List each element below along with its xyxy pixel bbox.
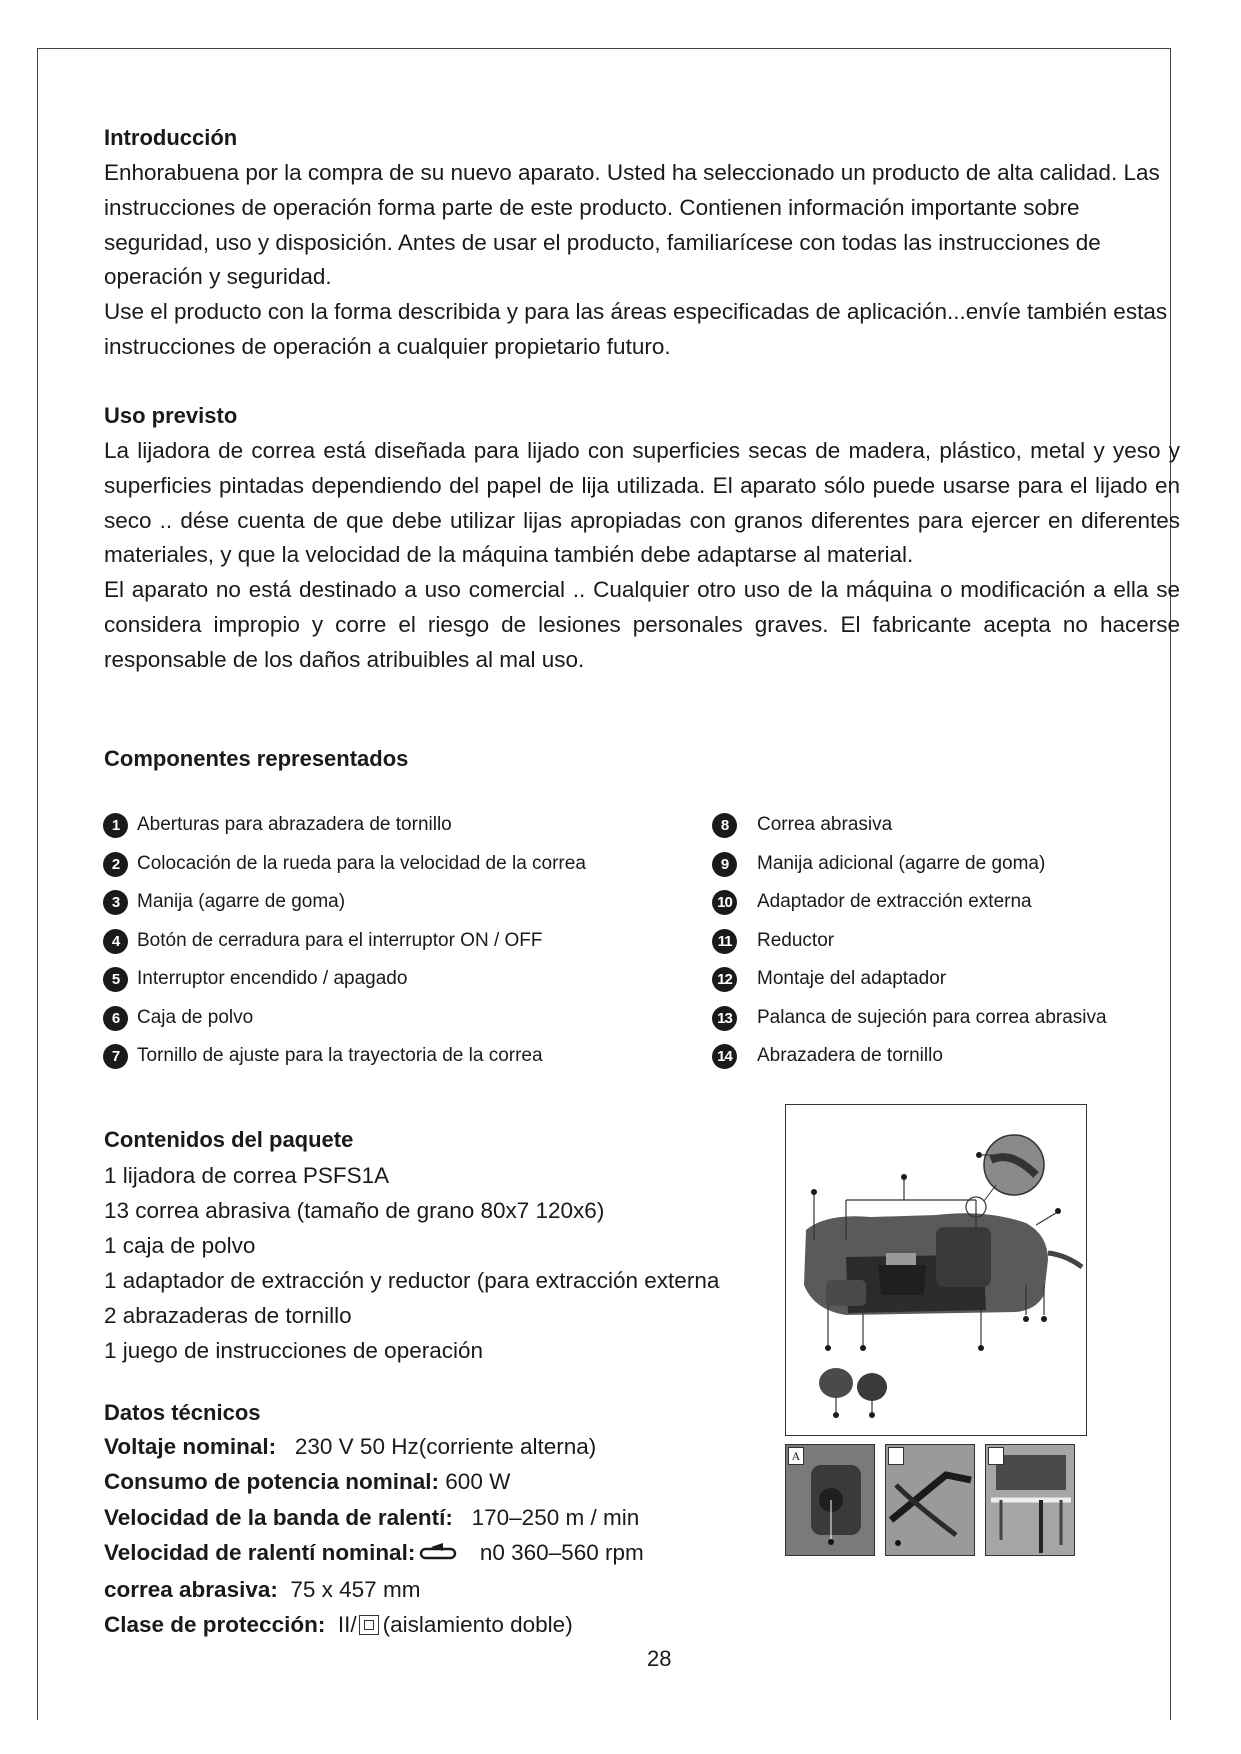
tech-list: [104, 1429, 644, 1643]
number-badge: 4: [103, 929, 128, 954]
tech-row-power: [104, 1464, 644, 1499]
tech-value-prefix: II/: [337, 1612, 357, 1638]
package-item: 13 correa abrasiva (tamaño de grano 80x7 120x6): [104, 1198, 605, 1223]
double-insulation-icon: [359, 1615, 379, 1635]
tech-title: Datos técnicos: [104, 1400, 261, 1425]
uso-title: Uso previsto: [104, 403, 238, 428]
uso-paragraph-1: La lijadora de correa está diseñada para lijado con superficies secas de madera, plástico, metal y yeso y superficies pintadas dependiendo del papel de lija utilizada. El aparato sólo puede usarse para el lijado en seco .. dése cuenta de que debe utilizar lijas apropiadas con granos diferentes para ejercer en diferentes materiales, y que la velocidad de la máquina también debe adaptarse al material.: [104, 438, 1180, 568]
component-label: Abrazadera de tornillo: [757, 1045, 943, 1066]
intro-paragraph-2: Use el producto con la forma describida y para las áreas especificadas de aplicación...envíe también estas instrucciones de operación a cualquier propietario futuro.: [104, 299, 1168, 359]
page-number: 28: [647, 1646, 672, 1671]
number-badge: 12: [712, 967, 737, 992]
component-label: Manija adicional (agarre de goma): [757, 852, 1046, 874]
page-frame-left: [37, 48, 38, 1720]
number-badge: 1: [103, 813, 128, 838]
page-frame-top: [37, 48, 1170, 49]
number-badge: 6: [103, 1006, 128, 1031]
component-label: Montaje del adaptador: [757, 968, 947, 989]
tech-value: (aislamiento doble): [382, 1612, 573, 1638]
package-item: 1 lijadora de correa PSFS1A: [104, 1163, 390, 1188]
tech-key: correa abrasiva:: [104, 1576, 278, 1602]
tech-value: 600 W: [445, 1469, 511, 1495]
component-label: Manija (agarre de goma): [137, 891, 346, 912]
belt-sander-figure: [785, 1104, 1087, 1436]
package-title: Contenidos del paquete: [104, 1127, 354, 1152]
tech-row-belt-speed: [104, 1500, 644, 1535]
package-item: 1 adaptador de extracción y reductor (para extracción externa: [104, 1268, 720, 1293]
tech-key: Consumo de potencia nominal:: [104, 1469, 440, 1495]
tech-key: Velocidad de ralentí nominal:: [104, 1540, 416, 1566]
package-item: 1 juego de instrucciones de operación: [104, 1338, 484, 1363]
number-badge: 13: [712, 1006, 737, 1031]
intro-body: [104, 156, 1180, 365]
component-label: Interruptor encendido / apagado: [137, 968, 408, 989]
package-item: 2 abrazaderas de tornillo: [104, 1303, 352, 1328]
tech-key: Voltaje nominal:: [104, 1434, 277, 1459]
number-badge: 9: [712, 852, 737, 877]
intro-title: Introducción: [104, 125, 238, 150]
component-label: Correa abrasiva: [757, 814, 893, 835]
tech-row-voltage: [104, 1429, 644, 1464]
uso-paragraph-2: El aparato no está destinado a uso comercial .. Cualquier otro uso de la máquina o modificación a ella se considera impropio y corre el riesgo de lesiones personales graves. El fabricante acepta no hacerse responsable de los daños atribuibles al mal uso.: [104, 577, 1180, 672]
tech-key: Clase de protección:: [104, 1612, 326, 1638]
figure-thumb-a: [785, 1444, 875, 1556]
intro-paragraph-1: Enhorabuena por la compra de su nuevo aparato. Usted ha seleccionado un producto de alta calidad. Las instrucciones de operación forma parte de este producto. Contienen información importante sobre seguridad, uso y disposición. Antes de usar el producto, familiarícese con todas las instrucciones de operación y seguridad.: [104, 160, 1160, 290]
tech-value: 230 V 50 Hz(corriente alterna): [294, 1434, 597, 1459]
tech-key: Velocidad de la banda de ralentí:: [104, 1504, 453, 1530]
tech-row-idle-speed: [104, 1535, 644, 1572]
component-label: Adaptador de extracción externa: [757, 891, 1032, 912]
number-badge: 11: [712, 929, 737, 954]
tech-value: 75 x 457 mm: [290, 1576, 421, 1602]
number-badge: 2: [103, 852, 128, 877]
uso-body: [104, 434, 1180, 678]
number-badge: 10: [712, 890, 737, 915]
number-badge: 14: [712, 1044, 737, 1069]
belt-rotation-icon: [417, 1537, 461, 1572]
component-label: Tornillo de ajuste para la trayectoria de la correa: [137, 1045, 543, 1066]
number-badge: 7: [103, 1044, 128, 1069]
component-label: Caja de polvo: [137, 1006, 254, 1028]
package-item: 1 caja de polvo: [104, 1233, 256, 1258]
component-label: Reductor: [757, 929, 835, 951]
package-list: [104, 1158, 719, 1368]
figure-thumb-checkbox: [888, 1447, 904, 1465]
number-badge: 8: [712, 813, 737, 838]
tech-value: n0 360–560 rpm: [479, 1540, 644, 1566]
figure-thumb-label: A: [788, 1447, 804, 1465]
figure-thumb-b: [885, 1444, 975, 1556]
component-label: Colocación de la rueda para la velocidad de la correa: [137, 852, 586, 874]
component-label: Botón de cerradura para el interruptor ON / OFF: [137, 929, 543, 951]
tech-row-protection: [104, 1607, 644, 1642]
number-badge: 3: [103, 890, 128, 915]
figure-thumb-checkbox: [988, 1447, 1004, 1465]
number-badge: 5: [103, 967, 128, 992]
component-label: Aberturas para abrazadera de tornillo: [137, 814, 452, 835]
tech-row-belt: [104, 1572, 644, 1607]
components-title: Componentes representados: [104, 746, 409, 771]
figure-thumb-c: [985, 1444, 1075, 1556]
component-label: Palanca de sujeción para correa abrasiva: [757, 1006, 1107, 1028]
tech-value: 170–250 m / min: [471, 1504, 640, 1530]
